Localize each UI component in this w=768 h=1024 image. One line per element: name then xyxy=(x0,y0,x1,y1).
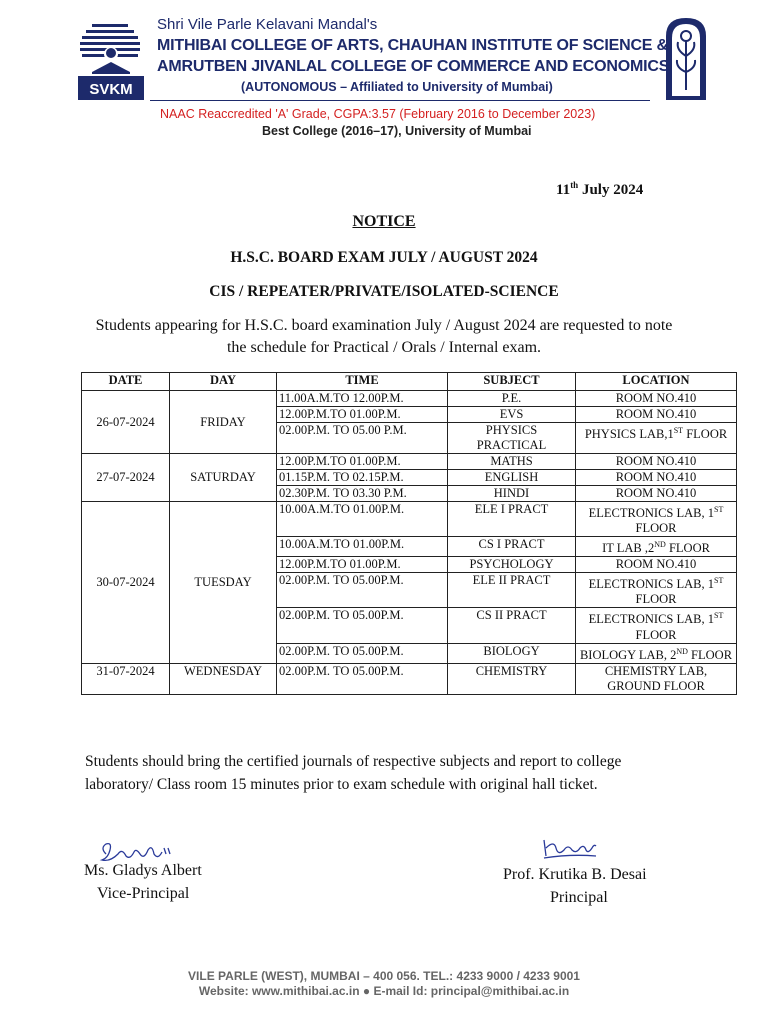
svkm-logo xyxy=(78,18,144,100)
table-row xyxy=(82,663,737,694)
trust-name: Shri Vile Parle Kelavani Mandal's xyxy=(157,16,378,33)
location-cell: BIOLOGY LAB, 2ND FLOOR xyxy=(576,643,737,663)
time-cell: 11.00A.M.TO 12.00P.M. xyxy=(277,391,448,407)
table-row xyxy=(82,454,737,470)
location-cell: ROOM NO.410 xyxy=(576,407,737,423)
closing-paragraph: Students should bring the certified journals of respective subjects and report to college laboratory/ Class room 15 minutes prior to exam schedule with original hall ticket. xyxy=(85,753,622,793)
subject-cell: HINDI xyxy=(448,486,576,502)
date-cell: 31-07-2024 xyxy=(82,663,170,694)
header-subject: SUBJECT xyxy=(448,373,576,391)
time-cell: 12.00P.M.TO 01.00P.M. xyxy=(277,407,448,423)
subject-cell: ELE I PRACT xyxy=(448,502,576,537)
principal-signature xyxy=(540,834,600,862)
naac-accreditation: NAAC Reaccredited 'A' Grade, CGPA:3.57 (February 2016 to December 2023) xyxy=(160,107,596,121)
day-cell: WEDNESDAY xyxy=(170,663,277,694)
schedule-table xyxy=(81,372,737,695)
vice-principal-name: Ms. Gladys Albert xyxy=(84,862,202,879)
time-cell: 01.15P.M. TO 02.15P.M. xyxy=(277,470,448,486)
time-cell: 10.00A.M.TO 01.00P.M. xyxy=(277,537,448,557)
time-cell: 12.00P.M.TO 01.00P.M. xyxy=(277,557,448,573)
autonomous-status: (AUTONOMOUS – Affiliated to University of Mumbai) xyxy=(241,80,553,94)
subject-cell: CS II PRACT xyxy=(448,608,576,643)
location-cell: ROOM NO.410 xyxy=(576,391,737,407)
college-name-line-1: MITHIBAI COLLEGE OF ARTS, CHAUHAN INSTITUTE OF SCIENCE & xyxy=(157,37,668,54)
header-date: DATE xyxy=(82,373,170,391)
location-cell: ELECTRONICS LAB, 1ST FLOOR xyxy=(576,608,737,643)
time-cell: 12.00P.M.TO 01.00P.M. xyxy=(277,454,448,470)
award-line: Best College (2016–17), University of Mumbai xyxy=(262,124,532,138)
notice-title: NOTICE xyxy=(352,213,416,230)
location-cell: ROOM NO.410 xyxy=(576,470,737,486)
day-cell: SATURDAY xyxy=(170,454,277,502)
subject-cell: CS I PRACT xyxy=(448,537,576,557)
date-cell: 26-07-2024 xyxy=(82,391,170,454)
header-divider xyxy=(150,100,650,101)
subject-cell: P.E. xyxy=(448,391,576,407)
table-row xyxy=(82,391,737,407)
notice-date: 11th July 2024 xyxy=(556,180,644,198)
logo-text: SVKM xyxy=(89,81,133,98)
table-row xyxy=(82,502,737,537)
intro-paragraph: Students appearing for H.S.C. board examination July / August 2024 are requested to note the schedule for Practical / Orals / Internal exam. xyxy=(95,317,673,356)
subject-cell: EVS xyxy=(448,407,576,423)
day-cell: TUESDAY xyxy=(170,502,277,664)
exam-heading: H.S.C. BOARD EXAM JULY / AUGUST 2024 xyxy=(230,249,538,266)
location-cell: ROOM NO.410 xyxy=(576,557,737,573)
time-cell: 02.30P.M. TO 03.30 P.M. xyxy=(277,486,448,502)
time-cell: 10.00A.M.TO 01.00P.M. xyxy=(277,502,448,537)
category-heading: CIS / REPEATER/PRIVATE/ISOLATED-SCIENCE xyxy=(209,283,559,300)
subject-cell: ELE II PRACT xyxy=(448,573,576,608)
header-location: LOCATION xyxy=(576,373,737,391)
footer-contact: Website: www.mithibai.ac.in ● E-mail Id: principal@mithibai.ac.in xyxy=(198,984,570,998)
time-cell: 02.00P.M. TO 05.00P.M. xyxy=(277,608,448,643)
college-crest xyxy=(662,16,710,102)
vice-principal-designation: Vice-Principal xyxy=(97,885,190,902)
subject-cell: ENGLISH xyxy=(448,470,576,486)
day-cell: FRIDAY xyxy=(170,391,277,454)
principal-name: Prof. Krutika B. Desai xyxy=(503,866,647,883)
time-cell: 02.00P.M. TO 05.00P.M. xyxy=(277,643,448,663)
header-time: TIME xyxy=(277,373,448,391)
subject-cell: PSYCHOLOGY xyxy=(448,557,576,573)
header-day: DAY xyxy=(170,373,277,391)
time-cell: 02.00P.M. TO 05.00P.M. xyxy=(277,663,448,694)
subject-cell: MATHS xyxy=(448,454,576,470)
location-cell: ELECTRONICS LAB, 1ST FLOOR xyxy=(576,573,737,608)
time-cell: 02.00P.M. TO 05.00P.M. xyxy=(277,573,448,608)
college-name-line-2: AMRUTBEN JIVANLAL COLLEGE OF COMMERCE AND ECONOMICS xyxy=(157,58,670,75)
time-cell: 02.00P.M. TO 05.00 P.M. xyxy=(277,423,448,454)
date-cell: 27-07-2024 xyxy=(82,454,170,502)
location-cell: ROOM NO.410 xyxy=(576,486,737,502)
subject-cell: PHYSICS PRACTICAL xyxy=(448,423,576,454)
location-cell: ROOM NO.410 xyxy=(576,454,737,470)
subject-cell: CHEMISTRY xyxy=(448,663,576,694)
footer-address: VILE PARLE (WEST), MUMBAI – 400 056. TEL.: 4233 9000 / 4233 9001 xyxy=(188,969,580,983)
date-cell: 30-07-2024 xyxy=(82,502,170,664)
subject-cell: BIOLOGY xyxy=(448,643,576,663)
location-cell: PHYSICS LAB,1ST FLOOR xyxy=(576,423,737,454)
location-cell: IT LAB ,2ND FLOOR xyxy=(576,537,737,557)
principal-designation: Principal xyxy=(550,889,608,906)
location-cell: CHEMISTRY LAB, GROUND FLOOR xyxy=(576,663,737,694)
table-header-row xyxy=(82,373,737,391)
location-cell: ELECTRONICS LAB, 1ST FLOOR xyxy=(576,502,737,537)
